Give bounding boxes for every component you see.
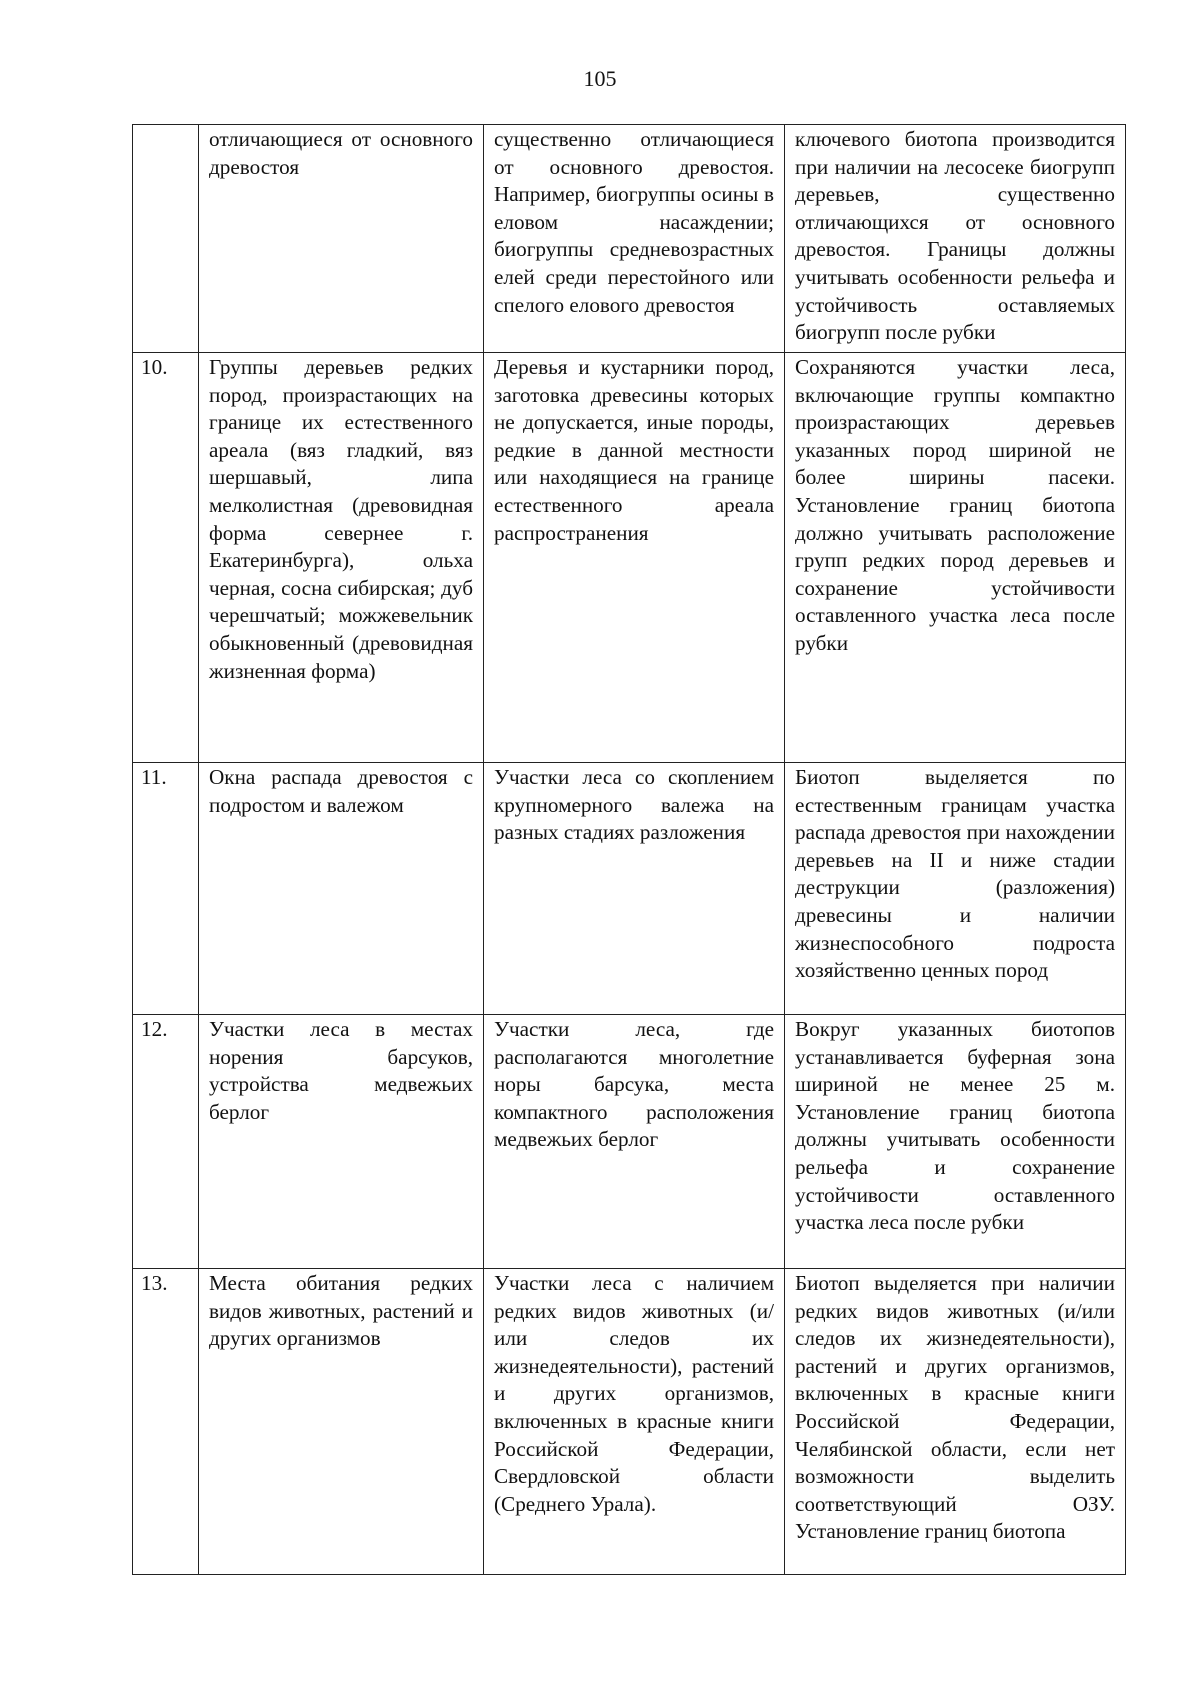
biotope-measures: Сохраняются участки леса, включающие группы компактно произрастающих деревьев указанных пород шириной не более ширины пасеки. Установление границ биотопа должно учитывать расположение групп редких пород деревьев и сохранение устойчивости оставленного участка леса после рубки — [785, 353, 1126, 763]
biotope-name: Участки леса в местах норения барсуков, устройства медвежьих берлог — [199, 1015, 484, 1269]
biotope-description: Деревья и кустарники пород, заготовка древесины которых не допускается, иные породы, редкие в данной местности или находящиеся на границе естественного ареала распространения — [484, 353, 785, 763]
biotope-name: Места обитания редких видов животных, растений и других организмов — [199, 1269, 484, 1575]
page-number: 105 — [583, 66, 617, 91]
biotope-measures: Биотоп выделяется по естественным границам участка распада древостоя при нахождении деревьев на II и ниже стадии деструкции (разложения) древесины и наличии жизнеспособного подроста хозяйственно ценных пород — [785, 763, 1126, 1015]
biotope-name: Окна распада древостоя с подростом и валежом — [199, 763, 484, 1015]
biotope-description: Участки леса с наличием редких видов животных (и/или следов их жизнедеятельности), растений и других организмов, включенных в красные книги Российской Федерации, Свердловской области (Среднего Урала). — [484, 1269, 785, 1575]
table-row — [133, 353, 1126, 763]
biotope-description: Участки леса, где располагаются многолетние норы барсука, места компактного расположения медвежьих берлог — [484, 1015, 785, 1269]
row-number — [133, 125, 199, 353]
table-row — [133, 763, 1126, 1015]
row-number: 13. — [133, 1269, 199, 1575]
biotope-measures: ключевого биотопа производится при наличии на лесосеке биогрупп деревьев, существенно отличающихся от основного древостоя. Границы должны учитывать особенности рельефа и устойчивость оставляемых биогрупп после рубки — [785, 125, 1126, 353]
table-row — [133, 1015, 1126, 1269]
table-row — [133, 1269, 1126, 1575]
table-row — [133, 125, 1126, 353]
row-number: 12. — [133, 1015, 199, 1269]
biotope-name: отличающиеся от основного древостоя — [199, 125, 484, 353]
biotope-table — [132, 124, 1126, 1575]
biotope-measures: Вокруг указанных биотопов устанавливается буферная зона шириной не менее 25 м. Установление границ биотопа должны учитывать особенности рельефа и сохранение устойчивости оставленного участка леса после рубки — [785, 1015, 1126, 1269]
row-number: 11. — [133, 763, 199, 1015]
biotope-description: существенно отличающиеся от основного древостоя. Например, биогруппы осины в еловом насаждении; биогруппы средневозрастных елей среди перестойного или спелого елового древостоя — [484, 125, 785, 353]
row-number: 10. — [133, 353, 199, 763]
biotope-name: Группы деревьев редких пород, произрастающих на границе их естественного ареала (вяз гладкий, вяз шершавый, липа мелколистная (древовидная форма севернее г. Екатеринбурга), ольха черная, сосна сибирская; дуб черешчатый; можжевельник обыкновенный (древовидная жизненная форма) — [199, 353, 484, 763]
biotope-measures: Биотоп выделяется при наличии редких видов животных (и/или следов их жизнедеятельности), растений и других организмов, включенных в красные книги Российской Федерации, Челябинской области, если нет возможности выделить соответствующий ОЗУ. Установление границ биотопа — [785, 1269, 1126, 1575]
biotope-description: Участки леса со скоплением крупномерного валежа на разных стадиях разложения — [484, 763, 785, 1015]
